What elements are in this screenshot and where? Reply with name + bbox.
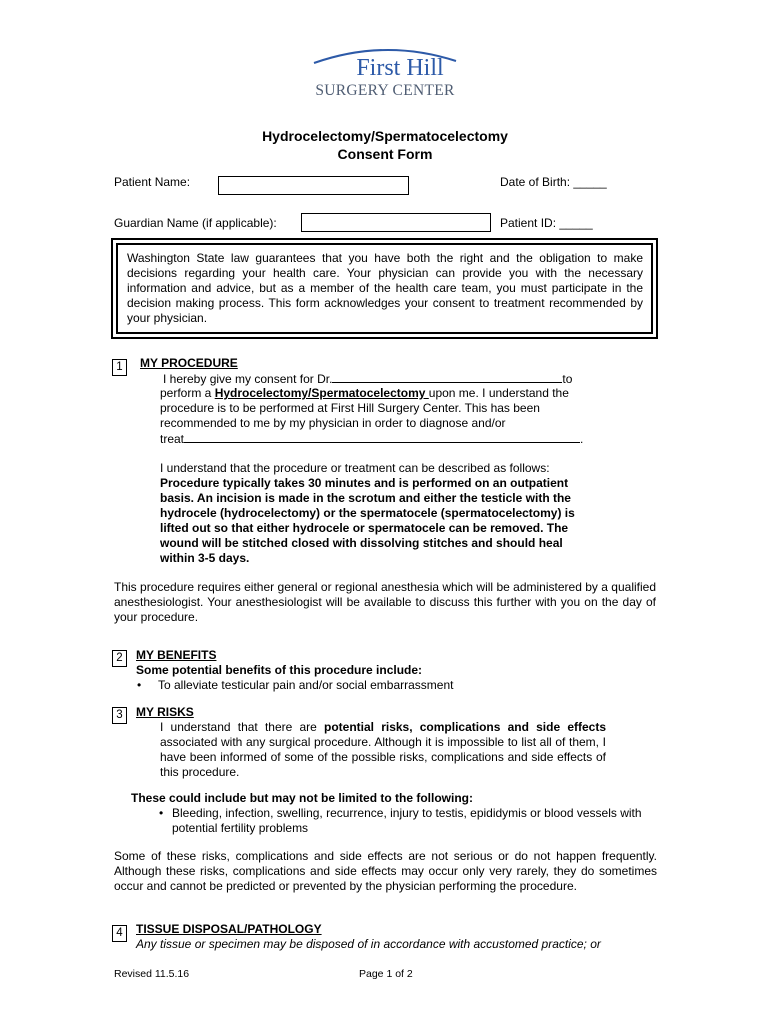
could-include-heading: These could include but may not be limited to the following: — [131, 791, 474, 805]
risks-intro — [160, 720, 606, 780]
form-subtitle: Consent Form — [337, 146, 433, 162]
risks-intro-post: associated with any surgical procedure. Although it is impossible to list all of them, I have been informed of some of the possible risks, complications and side effects of this procedure. — [160, 735, 606, 779]
page-number: Page 1 of 2 — [359, 968, 413, 980]
anesthesia-text: This procedure requires either general or regional anesthesia which will be administered by a qualified anesthesiologist. Your anesthesiologist will be available to discuss this further with you on the day of your procedure. — [114, 580, 656, 624]
patient-name-label: Patient Name: — [114, 175, 191, 189]
benefit-bullet-icon: • — [137, 678, 142, 692]
section-4-heading: TISSUE DISPOSAL/PATHOLOGY — [136, 922, 322, 936]
logo-line-1: First Hill — [356, 55, 444, 81]
revised-date: Revised 11.5.16 — [114, 968, 190, 980]
section-1-heading: MY PROCEDURE — [140, 356, 238, 370]
risks-intro-pre: I understand that there are — [160, 720, 325, 734]
perform-pre: perform a — [160, 386, 215, 400]
perform-line — [160, 386, 600, 401]
treat-blank-line[interactable] — [184, 431, 580, 443]
benefits-subheading: Some potential benefits of this procedure include: — [136, 663, 423, 677]
procedure-name: Hydrocelectomy/Spermatocelectomy — [214, 386, 429, 400]
patient-name-field[interactable] — [218, 176, 409, 195]
procedure-location-text: procedure is to be performed at First Hill Surgery Center. This has been — [160, 401, 540, 415]
perform-post: upon me. I understand the — [428, 386, 569, 400]
form-title: Hydrocelectomy/Spermatocelectomy — [262, 128, 508, 144]
patient-id-label: Patient ID: _____ — [500, 216, 593, 230]
risk-bullet-icon: • — [159, 806, 164, 820]
procedure-description: Procedure typically takes 30 minutes and is performed on an outpatient basis. An incision is made in the scrotum and either the testicle with the hydrocele (hydrocelectomy) or the spermatocele (spermatocelectomy) is lifted out so that either hydrocele or spermatocele can be removed. The wound will be stitched closed with dissolving stitches and should heal within 3-5 days. — [160, 476, 575, 565]
tissue-disposal-text: Any tissue or specimen may be disposed of in accordance with accustomed practice; or — [136, 937, 601, 951]
logo — [300, 44, 470, 104]
consent-line — [163, 371, 593, 387]
risk-item: Bleeding, infection, swelling, recurrence, injury to testis, epididymis or blood vessels with potential fertility problems — [172, 806, 642, 835]
section-3-heading: MY RISKS — [136, 705, 194, 719]
consent-to: to — [562, 372, 573, 386]
guardian-name-field[interactable] — [301, 213, 491, 232]
section-2-number: 2 — [112, 650, 127, 667]
law-notice-box — [111, 238, 658, 339]
section-2-heading: MY BENEFITS — [136, 648, 217, 662]
consent-text: I hereby give my consent for Dr. — [163, 372, 333, 386]
risks-closing: Some of these risks, complications and side effects are not serious or do not happen frequently. Although these risks, complications and side effects may occur only very rarely, they do sometimes occur and cannot be predicted or prevented by the physician performing the procedure. — [114, 849, 657, 893]
logo-line-2: SURGERY CENTER — [315, 82, 455, 99]
law-notice-text: Washington State law guarantees that you have both the right and the obligation to make decisions regarding your health care. Your physician can provide you with the necessary information and advice, but as a member of the health care team, you must participate in the decision making process. This form acknowledges your consent to treatment recommended by your physician. — [127, 251, 643, 325]
section-3-number: 3 — [112, 707, 127, 724]
treat-end: . — [580, 432, 584, 446]
guardian-name-label: Guardian Name (if applicable): — [114, 216, 277, 230]
benefit-item: To alleviate testicular pain and/or social embarrassment — [158, 678, 454, 692]
recommended-text: recommended to me by my physician in order to diagnose and/or — [160, 416, 506, 430]
doctor-name-line[interactable] — [332, 371, 562, 383]
treat-label: treat — [160, 432, 185, 446]
treat-line — [160, 431, 600, 447]
risks-intro-bold: potential risks, complications and side effects — [324, 720, 606, 734]
date-of-birth-label: Date of Birth: _____ — [500, 175, 607, 189]
section-4-number: 4 — [112, 925, 127, 942]
describe-text: I understand that the procedure or treatment can be described as follows: — [160, 461, 550, 475]
section-1-number: 1 — [112, 359, 127, 376]
